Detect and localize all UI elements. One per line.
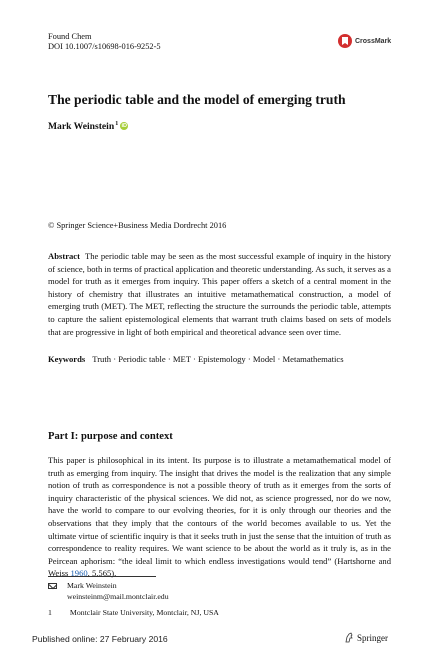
affiliation-number: 1 [48,608,52,617]
copyright-notice: © Springer Science+Business Media Dordrecht 2016 [48,221,227,230]
footnote-rule [48,576,156,577]
author-name: Mark Weinstein [48,121,115,132]
article-title: The periodic table and the model of emerging truth [48,92,346,107]
affiliation-text: Montclair State University, Montclair, NJ, USA [69,608,219,617]
abstract-heading: Abstract [48,251,80,261]
section-heading: Part I: purpose and context [48,431,173,442]
author-line [48,121,128,132]
paragraph-tail: , 5.565). [87,568,117,579]
envelope-icon [48,583,57,589]
keywords [48,354,391,364]
author-affiliation-mark: 1 [115,121,119,127]
body-paragraph [48,454,391,580]
footnote-affiliation [48,608,219,617]
crossmark-label: CrossMark [355,37,392,45]
crossmark-icon [338,34,352,48]
abstract-text: The periodic table may be seen as the most successful example of inquiry in the history of science, both in terms of practical application and theoretic understanding. As such, it serves as a model for truth as it emerges from inquiry. This paper offers a sketch of a central moment in the history of chemistry that illustrates an intuitive metamathematical construction, a model of emerging truth (MET). The MET, reflecting the structure the surrounds the periodic table, attempts to capture the salient epistemological elements that warrant truth claims based on sets of models that are progressive in light of both empirical and theoretical advance seen over time. [48,251,391,337]
paragraph-text: This paper is philosophical in its intent. Its purpose is to illustrate a metamathematical model of truth as emerging from inquiry. The insight that drives the model is the realization that any simple notion of truth as correspondence is not a possible theory of truth as it emerges from the sorts of inquiry characteristic of the physical sciences. We did not, as science progressed, nor do we now, have the world to compare to our evolving theories, for it is only through our theories and the observations that they imply that the contours of the world becomes available to us. Yet the ultimate virtue of scientific inquiry is that it seeks truth in just the sense that the intuition of truth as correspondence to reality requires. We want science to be about the world as it truly is, as in the Peircean aphorism: “the ideal limit to which endless investigations would tend” (Hartshorne and Weiss [48,455,391,579]
journal-name: Found Chem [48,32,92,41]
contact-name: Mark Weinstein [67,581,117,590]
keywords-heading: Keywords [48,354,86,364]
doi[interactable]: DOI 10.1007/s10698-016-9252-5 [48,42,161,51]
journal-header [48,32,161,52]
orcid-icon[interactable]: iD [121,123,127,129]
footnote-contact [48,581,169,602]
publisher-name: Springer [357,632,388,643]
contact-email[interactable]: weinsteinm@mail.montclair.edu [67,591,169,601]
abstract [48,250,391,338]
published-date: Published online: 27 February 2016 [32,634,168,644]
springer-horse-icon [345,632,354,643]
crossmark-badge[interactable] [338,34,396,48]
keywords-list: Truth · Periodic table · MET · Epistemology · Model · Metamathematics [92,354,344,364]
springer-logo [345,632,388,643]
citation-link[interactable]: 1960 [70,568,88,579]
